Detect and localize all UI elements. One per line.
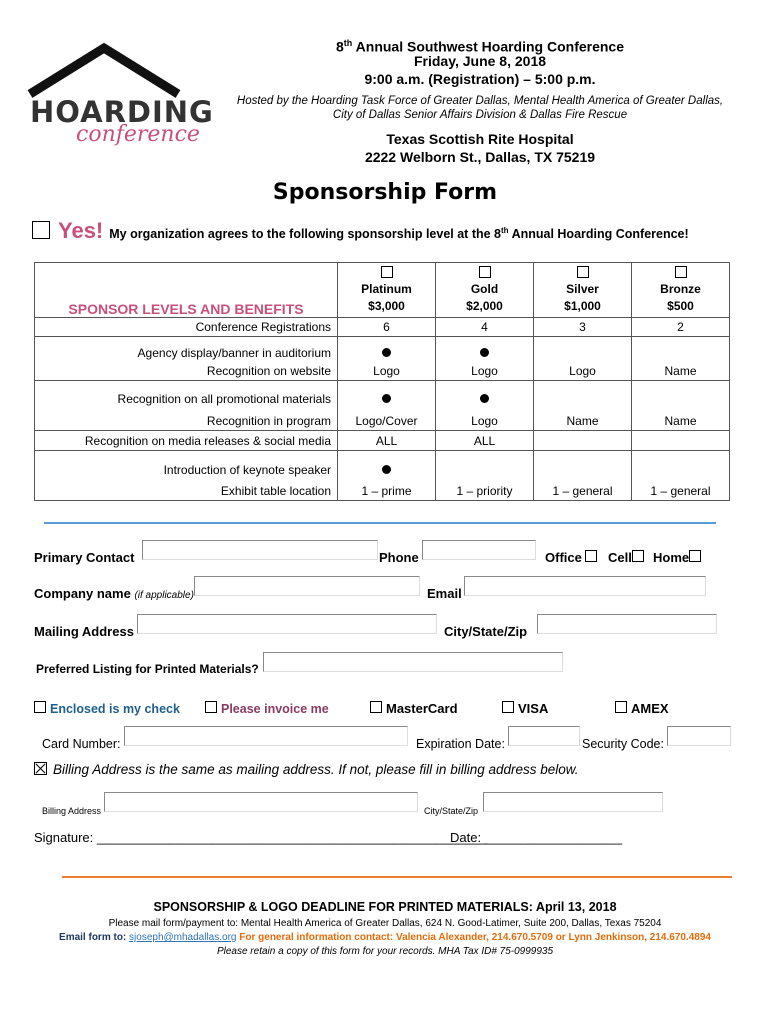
- preferred-listing-label: Preferred Listing for Printed Materials?: [36, 662, 259, 676]
- host-line-1: Hosted by the Hoarding Task Force of Greater Dallas, Mental Health America of Greater Dallas,: [236, 95, 724, 107]
- amex-option[interactable]: AMEX: [615, 701, 669, 716]
- table-row: [35, 318, 730, 337]
- table-row: [35, 451, 730, 501]
- benefit-label: Recognition on all promotional materials Recognition in program: [35, 381, 338, 431]
- table-row: [35, 431, 730, 451]
- company-name-input[interactable]: [194, 576, 420, 596]
- billing-address-input[interactable]: [104, 792, 418, 812]
- amex-checkbox[interactable]: [615, 701, 627, 713]
- table-cell: [632, 431, 730, 451]
- mastercard-option[interactable]: MasterCard: [370, 701, 458, 716]
- agree-checkbox[interactable]: [32, 221, 50, 239]
- level-silver: Silver $1,000: [534, 263, 632, 318]
- level-gold: Gold $2,000: [436, 263, 534, 318]
- table-cell: Name: [632, 337, 730, 381]
- venue-name: Texas Scottish Rite Hospital: [386, 131, 574, 147]
- office-checkbox[interactable]: [585, 550, 597, 562]
- card-number-label: Card Number:: [42, 737, 121, 751]
- platinum-checkbox[interactable]: [381, 266, 393, 278]
- table-row: [35, 263, 730, 318]
- security-code-input[interactable]: [667, 726, 731, 746]
- security-code-label: Security Code:: [582, 737, 664, 751]
- event-date: Friday, June 8, 2018: [413, 53, 547, 69]
- home-option[interactable]: Home: [653, 550, 705, 565]
- sponsor-levels-heading: SPONSOR LEVELS AND BENEFITS: [35, 263, 338, 318]
- table-cell: 1 – general: [534, 451, 632, 501]
- deadline-text: SPONSORSHIP & LOGO DEADLINE FOR PRINTED MATERIALS: April 13, 2018: [153, 900, 617, 914]
- agree-line: [32, 218, 689, 244]
- event-time: 9:00 a.m. (Registration) – 5:00 p.m.: [364, 71, 596, 87]
- primary-contact-input[interactable]: [142, 540, 378, 560]
- cell-option[interactable]: Cell: [608, 550, 648, 565]
- office-option[interactable]: Office: [545, 550, 601, 565]
- cell-checkbox[interactable]: [632, 550, 644, 562]
- table-cell: 2: [632, 318, 730, 337]
- bronze-checkbox[interactable]: [675, 266, 687, 278]
- logo-hoarding-text: HOARDING: [30, 95, 214, 129]
- billing-csz-label: City/State/Zip: [424, 806, 479, 816]
- expiration-input[interactable]: [508, 726, 580, 746]
- included-dot-icon: [382, 394, 391, 403]
- divider: [62, 876, 732, 878]
- billing-same-line: Billing Address is the same as mailing address. If not, please fill in billing address below.: [34, 762, 579, 777]
- mailing-address-label: Mailing Address: [34, 624, 134, 639]
- enclosed-checkbox[interactable]: [34, 701, 46, 713]
- level-platinum: Platinum $3,000: [338, 263, 436, 318]
- email-info: Email form to: sjoseph@mhadallas.org For general information contact: Valencia Alexander, 214.670.5709 or Lynn Jenkinson, 214.670.4894: [59, 932, 711, 943]
- host-line-2: City of Dallas Senior Affairs Division & Dallas Fire Rescue: [332, 109, 628, 121]
- table-cell: Name: [632, 381, 730, 431]
- email-input[interactable]: [464, 576, 706, 596]
- divider: [44, 522, 716, 524]
- table-cell: Logo: [436, 337, 534, 381]
- phone-label: Phone: [379, 550, 419, 565]
- included-dot-icon: [382, 348, 391, 357]
- benefit-label: Recognition on media releases & social media: [35, 431, 338, 451]
- included-dot-icon: [480, 394, 489, 403]
- visa-checkbox[interactable]: [502, 701, 514, 713]
- table-row: [35, 337, 730, 381]
- primary-contact-label: Primary Contact: [34, 550, 135, 565]
- form-title: Sponsorship Form: [272, 180, 498, 205]
- mastercard-checkbox[interactable]: [370, 701, 382, 713]
- agree-text: My organization agrees to the following sponsorship level at the 8th Annual Hoarding Conference!: [109, 225, 689, 241]
- table-cell: 3: [534, 318, 632, 337]
- table-cell: Logo: [338, 337, 436, 381]
- logo-conference-text: conference: [76, 122, 200, 147]
- table-row: [35, 381, 730, 431]
- preferred-listing-input[interactable]: [263, 652, 563, 672]
- invoice-option[interactable]: Please invoice me: [205, 701, 329, 716]
- gold-checkbox[interactable]: [479, 266, 491, 278]
- table-cell: 1 – priority: [436, 451, 534, 501]
- level-bronze: Bronze $500: [632, 263, 730, 318]
- event-title: 8th Annual Southwest Hoarding Conference: [335, 38, 625, 55]
- table-cell: 4: [436, 318, 534, 337]
- benefit-label: Agency display/banner in auditorium Recognition on website: [35, 337, 338, 381]
- table-cell: 1 – general: [632, 451, 730, 501]
- retain-note: Please retain a copy of this form for your records. MHA Tax ID# 75-0999935: [216, 946, 554, 957]
- email-link[interactable]: sjoseph@mhadallas.org: [129, 932, 237, 943]
- expiration-label: Expiration Date:: [416, 737, 505, 751]
- included-dot-icon: [480, 348, 489, 357]
- table-cell: 1 – prime: [338, 451, 436, 501]
- invoice-checkbox[interactable]: [205, 701, 217, 713]
- table-cell: ALL: [436, 431, 534, 451]
- yes-label: Yes!: [58, 218, 104, 243]
- company-name-label: Company name (if applicable): [34, 586, 194, 601]
- benefit-label: Introduction of keynote speaker Exhibit table location: [35, 451, 338, 501]
- date-line[interactable]: Date: ___________________: [450, 830, 623, 845]
- table-cell: Logo: [534, 337, 632, 381]
- signature-line[interactable]: Signature: ______________________________________________________: [34, 830, 488, 845]
- billing-address-label: Billing Address: [42, 806, 102, 816]
- city-state-zip-input[interactable]: [537, 614, 717, 634]
- sponsor-levels-table: [34, 262, 730, 501]
- city-state-zip-label: City/State/Zip: [444, 624, 528, 639]
- visa-option[interactable]: VISA: [502, 701, 548, 716]
- venue-address: 2222 Welborn St., Dallas, TX 75219: [364, 149, 596, 165]
- table-cell: 6: [338, 318, 436, 337]
- table-cell: Logo/Cover: [338, 381, 436, 431]
- benefit-label: Conference Registrations: [35, 318, 338, 337]
- table-cell: Name: [534, 381, 632, 431]
- mail-info: Please mail form/payment to: Mental Health America of Greater Dallas, 624 N. Good-Latimer, Suite 200, Dallas, Texas 75204: [108, 918, 662, 929]
- enclosed-check-option[interactable]: Enclosed is my check: [34, 701, 180, 716]
- phone-input[interactable]: [422, 540, 536, 560]
- billing-csz-input[interactable]: [483, 792, 663, 812]
- house-roof-icon: [24, 42, 184, 102]
- table-cell: ALL: [338, 431, 436, 451]
- email-label: Email: [427, 586, 462, 601]
- mailing-address-input[interactable]: [137, 614, 437, 634]
- billing-same-checkbox[interactable]: [34, 762, 47, 775]
- home-checkbox[interactable]: [689, 550, 701, 562]
- card-number-input[interactable]: [124, 726, 408, 746]
- silver-checkbox[interactable]: [577, 266, 589, 278]
- table-cell: Logo: [436, 381, 534, 431]
- table-cell: [534, 431, 632, 451]
- included-dot-icon: [382, 465, 391, 474]
